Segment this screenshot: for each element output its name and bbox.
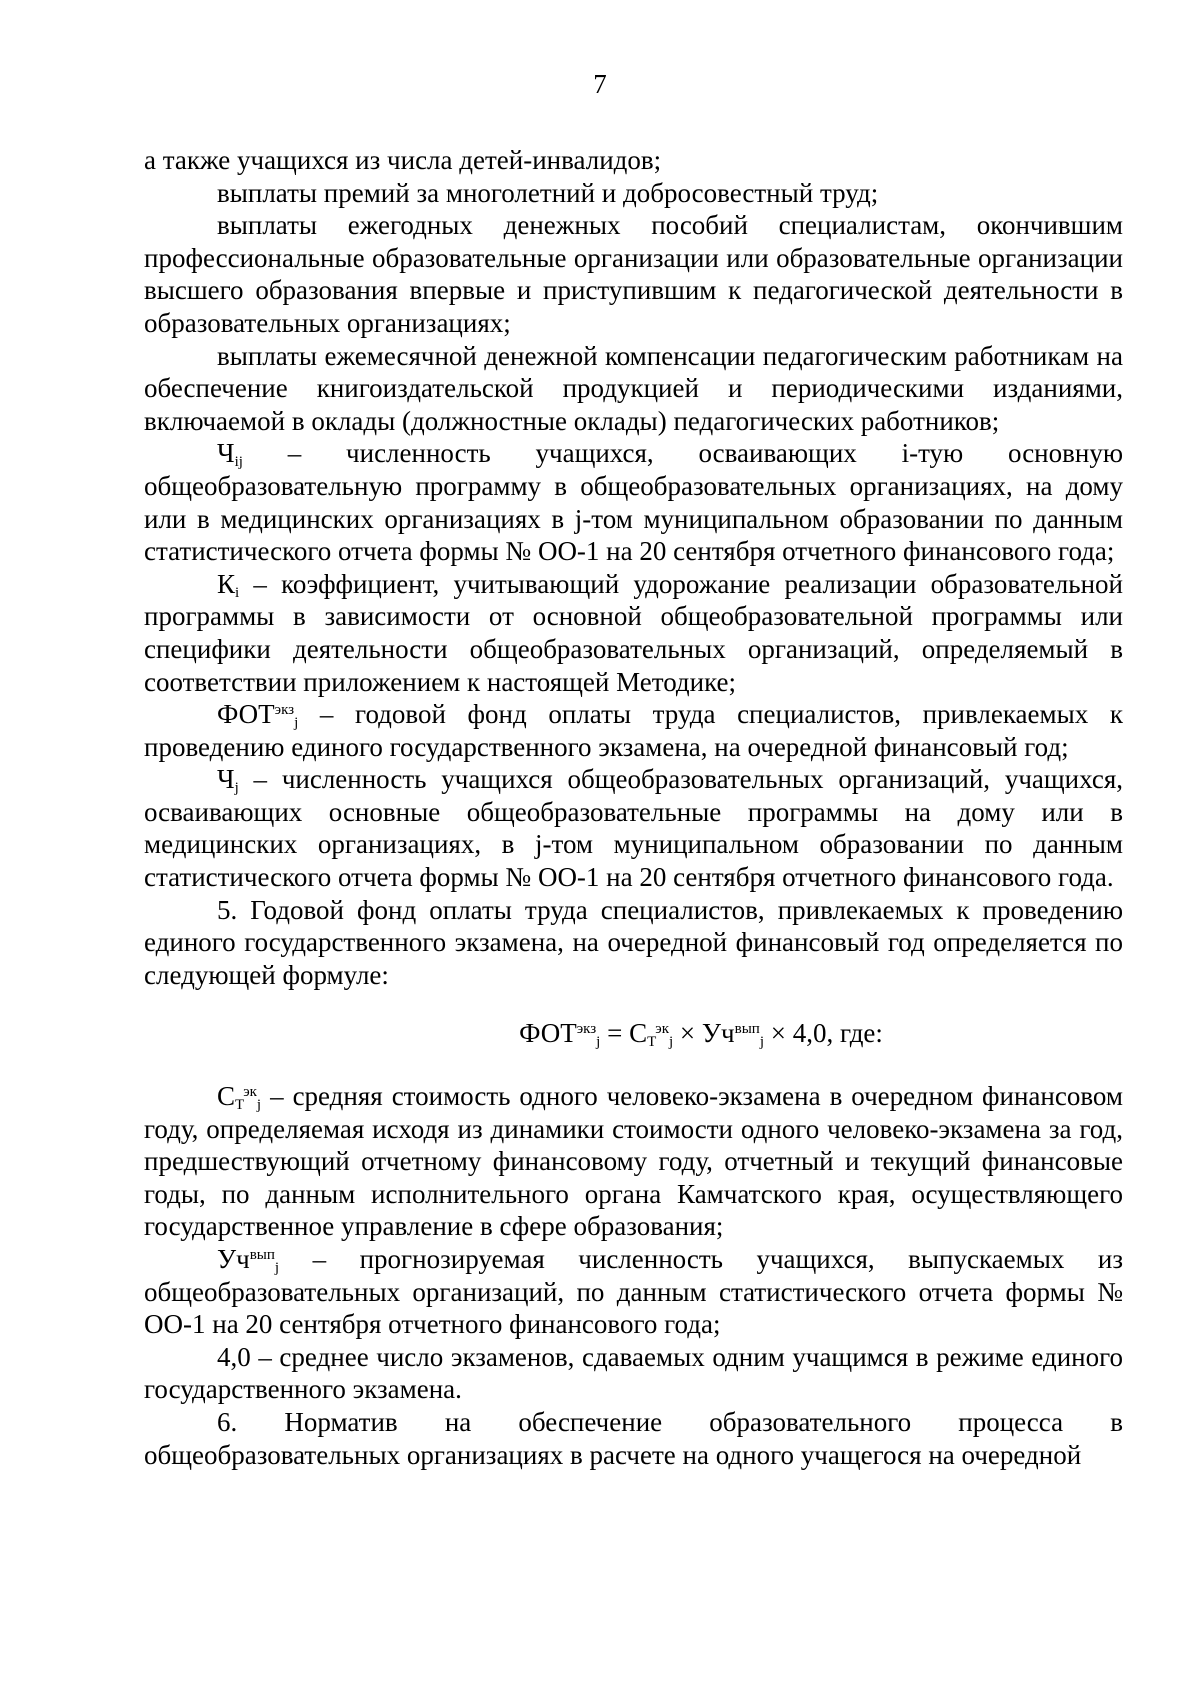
page-number: 7 <box>593 69 607 99</box>
definition-text: – годовой фонд оплаты труда специалистов, привлекаемых к проведению единого государственного экзамена, на очередной финансовый год; <box>144 699 1123 762</box>
formula-times: × Уч <box>673 1018 735 1049</box>
definition-text: – численность учащихся общеобразовательных организаций, учащихся, осваивающих основные общеобразовательные программы на дому или в медицинских организациях, в j-том муниципальном образовании по данным статистического отчета формы № ОО-1 на 20 сентября отчетного финансового года. <box>144 764 1123 893</box>
symbol: К <box>217 568 236 599</box>
formula-tail: × 4,0, где: <box>763 1018 883 1049</box>
symbol: Ч <box>217 438 235 469</box>
superscript: экз <box>576 1021 597 1038</box>
formula-eq: = С <box>600 1018 648 1049</box>
formula <box>144 1017 1123 1050</box>
subscript: j <box>294 715 299 732</box>
superscript: экз <box>274 702 295 719</box>
superscript: вып <box>734 1021 760 1038</box>
superscript: эк <box>243 1084 257 1101</box>
symbol: Ч <box>217 764 235 795</box>
document-body <box>144 144 1123 1471</box>
definition-chj <box>144 763 1123 893</box>
definition-text: – прогнозируемая численность учащихся, выпускаемых из общеобразовательных организаций, по данным статистического отчета формы № ОО-1 на 20 сентября отчетного финансового года; <box>144 1244 1123 1340</box>
symbol: Уч <box>217 1244 250 1274</box>
paragraph: 4,0 – среднее число экзаменов, сдаваемых одним учащимся в режиме единого государственного экзамена. <box>144 1341 1123 1405</box>
superscript: вып <box>249 1247 275 1263</box>
subscript: ij <box>234 454 243 471</box>
definition-ki <box>144 568 1123 698</box>
definition-text: – численность учащихся, осваивающих i-тую основную общеобразовательную программу в общеобразовательных организациях, на дому или в медицинских организациях в j-том муниципальном образовании по данным статистического отчета формы № ОО-1 на 20 сентября отчетного финансового года; <box>144 438 1123 567</box>
paragraph: а также учащихся из числа детей-инвалидов; <box>144 145 662 175</box>
definition-text: – коэффициент, учитывающий удорожание реализации образовательной программы в зависимости от основной общеобразовательной программы или специфики деятельности общеобразовательных организаций, определяемый в соответствии приложением к настоящей Методике; <box>144 568 1123 697</box>
symbol: С <box>217 1081 236 1112</box>
subscript: j <box>669 1034 674 1051</box>
subscript: Т <box>235 1097 245 1114</box>
paragraph: 6. Норматив на обеспечение образовательного процесса в общеобразовательных организациях в расчете на одного учащегося на очередной <box>144 1406 1123 1470</box>
definition-text: – средняя стоимость одного человеко-экзамена в очередном финансовом году, определяемая исходя из динамики стоимости одного человеко-экзамена за год, предшествующий отчетному финансовому году, отчетный и текущий финансовые годы, по данным исполнительного органа Камчатского края, осуществляющего государственное управление в сфере образования; <box>144 1081 1123 1242</box>
subscript: i <box>235 584 240 601</box>
subscript: j <box>234 780 239 797</box>
symbol: ФОТ <box>217 699 275 730</box>
subscript: Т <box>647 1034 657 1051</box>
superscript: эк <box>655 1021 669 1038</box>
definition-fot <box>144 698 1123 763</box>
paragraph: выплаты премий за многолетний и добросовестный труд; <box>217 177 879 208</box>
definition-chij <box>144 437 1123 567</box>
paragraph: 5. Годовой фонд оплаты труда специалистов, привлекаемых к проведению единого государственного экзамена, на очередной финансовый год определяется по следующей формуле: <box>144 894 1123 990</box>
subscript: j <box>256 1097 262 1114</box>
formula-lhs: ФОТ <box>519 1018 577 1049</box>
paragraph: выплаты ежемесячной денежной компенсации педагогическим работникам на обеспечение книгоиздательской продукцией и периодическими изданиями, включаемой в оклады (должностные оклады) педагогических работников; <box>144 340 1123 436</box>
subscript: j <box>274 1260 280 1276</box>
paragraph: выплаты ежегодных денежных пособий специалистам, окончившим профессиональные образовательные организации или образовательные организации высшего образования впервые и приступившим к педагогической деятельности в образовательных организациях; <box>144 210 1123 338</box>
subscript: j <box>759 1034 764 1051</box>
definition-uch <box>144 1243 1123 1341</box>
definition-ct <box>144 1080 1123 1243</box>
subscript: j <box>596 1034 601 1051</box>
